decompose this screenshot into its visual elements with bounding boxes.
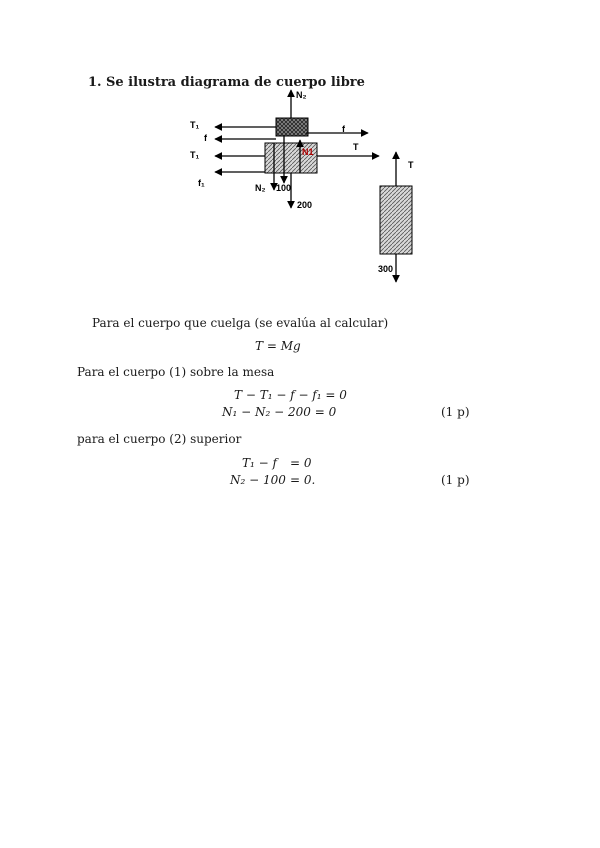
- equation-table-2: N₁ − N₂ − 200 = 0: [222, 405, 337, 419]
- points-table: (1 p): [441, 405, 470, 419]
- points-upper: (1 p): [441, 473, 470, 487]
- label-T1-top: T₁: [190, 120, 200, 130]
- label-100: 100: [276, 183, 292, 193]
- hanging-intro: Para el cuerpo que cuelga (se evalúa al calcular): [92, 316, 389, 330]
- label-T-hanging: T: [408, 160, 414, 170]
- label-300: 300: [378, 264, 394, 274]
- block-hanging: [380, 186, 412, 254]
- label-T-right: T: [353, 142, 359, 152]
- label-N1: N1: [302, 147, 314, 157]
- label-f-left: f: [204, 133, 207, 143]
- label-N2-bottom: N₂: [255, 183, 266, 193]
- label-f-right: f: [342, 124, 345, 134]
- item-number: 1.: [88, 75, 102, 90]
- free-body-diagram: [0, 0, 600, 300]
- equation-upper-2-rhs: = 0.: [290, 473, 316, 487]
- upper-body-intro: para el cuerpo (2) superior: [77, 432, 242, 446]
- equation-upper-2-lhs: N₂ − 100: [230, 473, 286, 487]
- equation-hanging: T = Mg: [255, 339, 301, 353]
- label-200: 200: [297, 200, 313, 210]
- equation-upper-1-rhs: = 0: [290, 456, 312, 470]
- equation-upper-1-lhs: T₁ − f: [242, 456, 277, 470]
- label-N2-top: N₂: [296, 90, 307, 100]
- block-upper: [276, 118, 308, 136]
- label-f1: f₁: [198, 178, 205, 188]
- label-T1-lower: T₁: [190, 150, 200, 160]
- equation-table-1: T − T₁ − f − f₁ = 0: [234, 388, 347, 402]
- table-body-intro: Para el cuerpo (1) sobre la mesa: [77, 365, 275, 379]
- item-title: Se ilustra diagrama de cuerpo libre: [106, 75, 365, 90]
